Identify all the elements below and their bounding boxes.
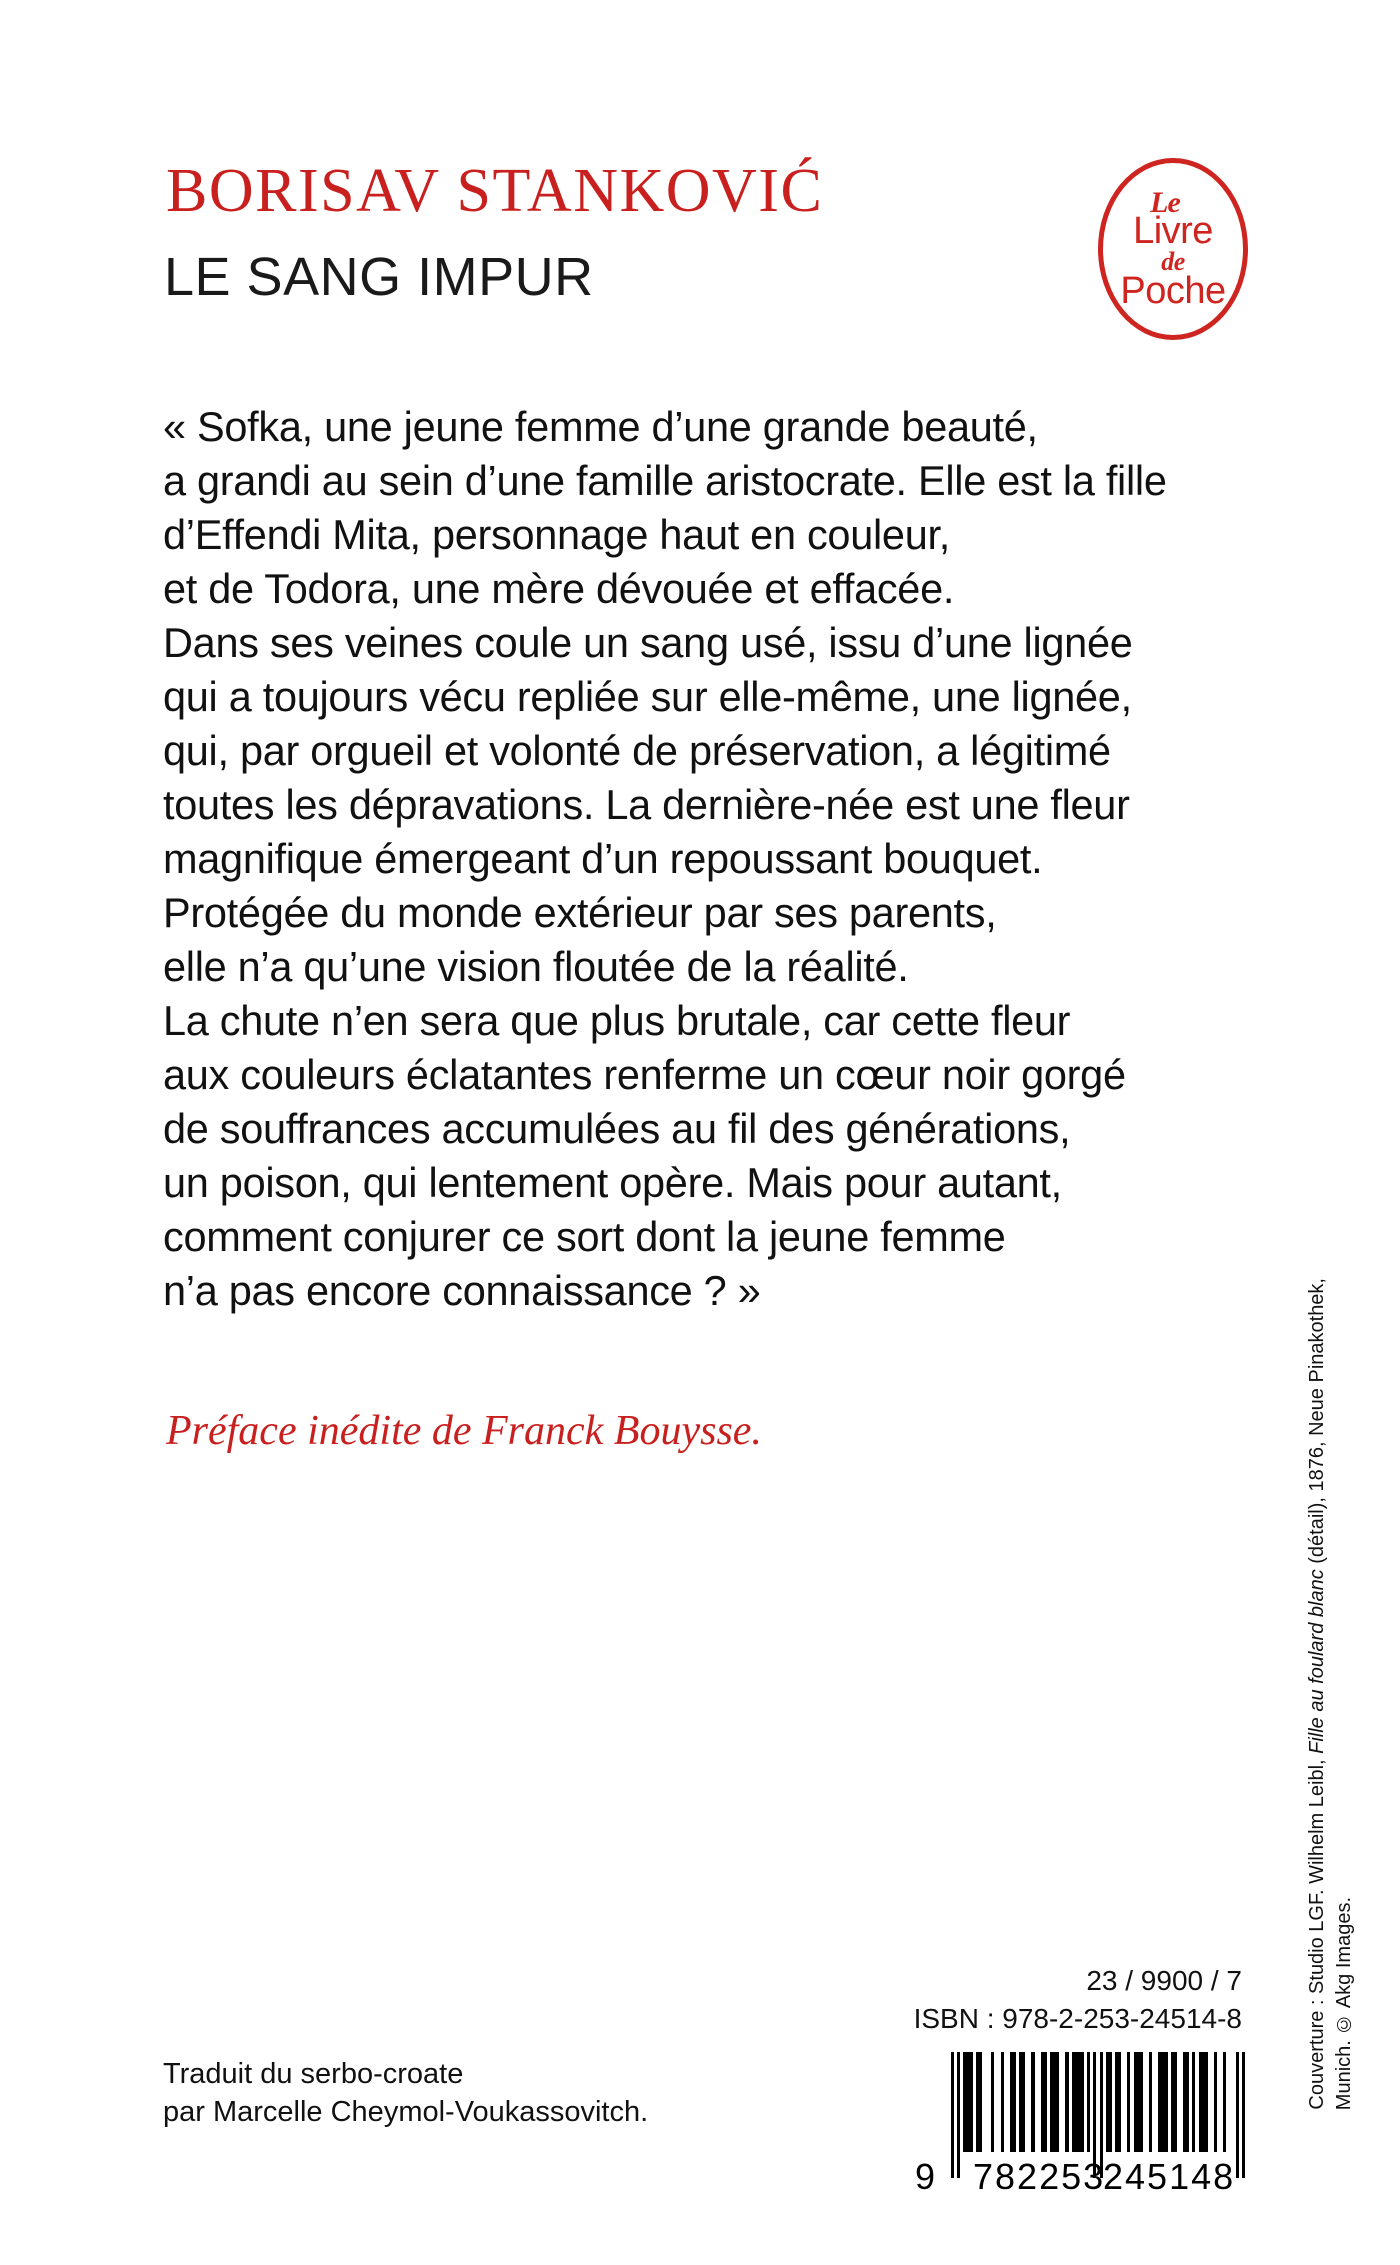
blurb-line: elle n’a qu’une vision floutée de la réalité. [163,943,909,990]
credit-prefix: Couverture : Studio LGF. Wilhelm Leibl, [1306,1754,1328,2110]
logo-line-de: de [1161,246,1185,276]
barcode-digits [915,2156,1245,2196]
barcode-bar [1050,2052,1059,2152]
barcode-right-digits: 245148 [1103,2156,1236,2197]
barcode [915,2052,1245,2212]
blurb-line: qui a toujours vécu repliée sur elle-même, une lignée, [163,673,1132,720]
blurb-line: a grandi au sein d’une famille aristocrate. Elle est la fille [163,457,1167,504]
blurb-line: qui, par orgueil et volonté de préservation, a légitimé [163,727,1111,774]
translator-line-2: par Marcelle Cheymol-Voukassovitch. [163,2096,649,2128]
blurb-line: aux couleurs éclatantes renferme un cœur noir gorgé [163,1051,1126,1098]
cover-credit-line-1 [1304,1278,1331,2110]
credit-suffix: (détail), 1876, Neue Pinakothek, [1306,1278,1328,1570]
cover-credits [1304,1278,1358,2110]
blurb-line: Protégée du monde extérieur par ses parents, [163,889,997,936]
logo-text-group [1098,158,1248,340]
isbn-number: ISBN : 978-2-253-24514-8 [913,2003,1242,2034]
author-name: BORISAV STANKOVIĆ [166,157,824,225]
blurb-line: La chute n’en sera que plus brutale, car cette fleur [163,997,1071,1044]
blurb-line: un poison, qui lentement opère. Mais pour autant, [163,1159,1062,1206]
blurb-line: de souffrances accumulées au fil des générations, [163,1105,1071,1152]
blurb-line: « Sofka, une jeune femme d’une grande beauté, [163,403,1038,450]
product-code: 23 / 9900 / 7 [1086,1965,1242,1996]
page-title: LE SANG IMPUR [164,247,594,307]
preface-credit: Préface inédite de Franck Bouysse. [166,1408,762,1454]
logo-line-poche: Poche [1120,270,1226,313]
blurb-line: d’Effendi Mita, personnage haut en couleur, [163,511,950,558]
blurb-line: Dans ses veines coule un sang usé, issu d’une lignée [163,619,1133,666]
translator-line-1: Traduit du serbo-croate [163,2058,464,2090]
cover-credit-line-2: Munich. © Akg Images. [1333,1896,1355,2110]
blurb-line: et de Todora, une mère dévouée et effacée. [163,565,955,612]
barcode-bar [1134,2052,1143,2152]
blurb-line: toutes les dépravations. La dernière-née est une fleur [163,781,1130,828]
barcode-bar [1072,2052,1084,2152]
logo-line-livre: Livre [1133,209,1213,252]
barcode-bar [982,2052,991,2152]
barcode-bar [1158,2052,1167,2152]
barcode-bar [1226,2052,1235,2152]
publisher-logo-livre-de-poche [1098,158,1248,340]
isbn-block [914,1962,1242,2038]
blurb-line: n’a pas encore connaissance ? » [163,1267,761,1314]
translator-credit [163,2055,648,2131]
barcode-bar [963,2052,972,2152]
blurb-line: magnifique émergeant d’un repoussant bouquet. [163,835,1043,882]
barcode-bar [1199,2052,1208,2152]
credit-artwork-title: Fille au foulard blanc [1306,1569,1328,1755]
blurb-line: comment conjurer ce sort dont la jeune femme [163,1213,1006,1260]
logo-line-le: Le [1150,185,1180,219]
barcode-lead-digit: 9 [915,2156,938,2197]
blurb-text [163,400,1243,1318]
barcode-left-digits: 782253 [973,2156,1106,2197]
